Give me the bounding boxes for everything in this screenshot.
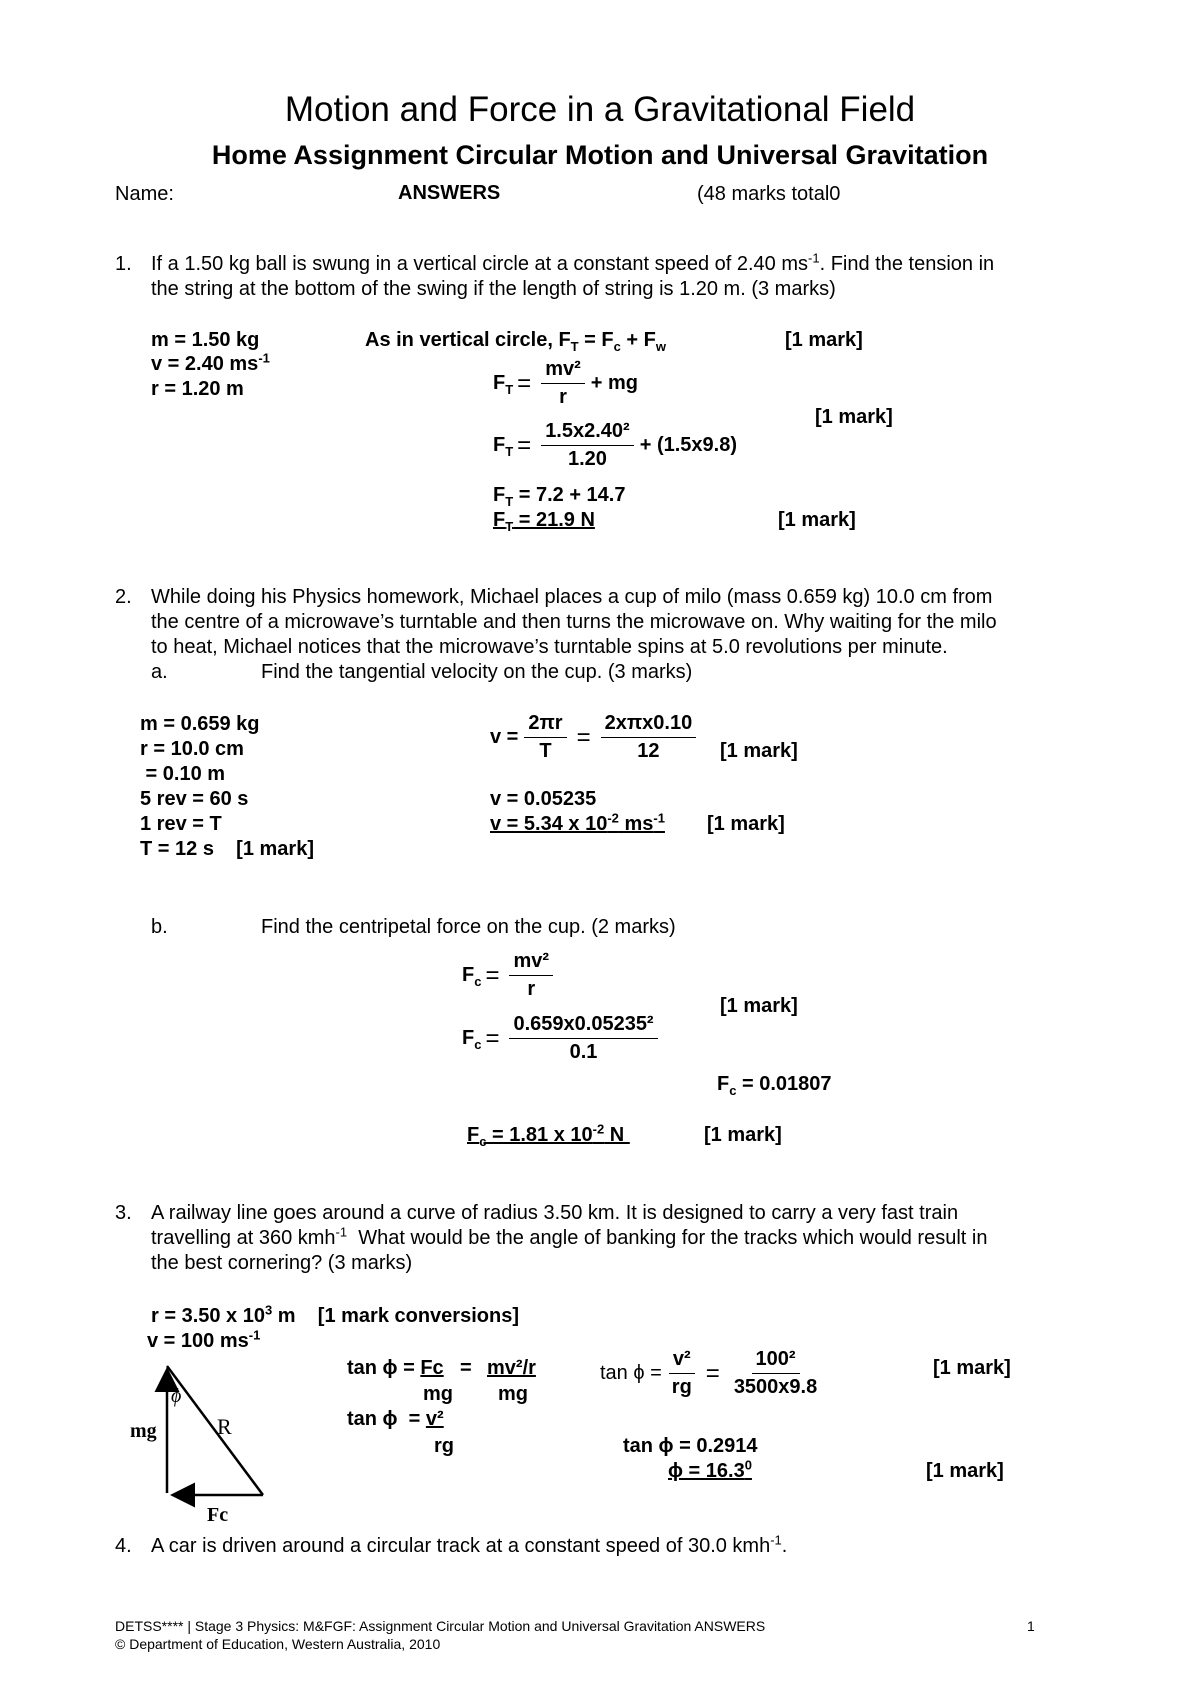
q3-tan-value: tan ϕ = 0.2914 [623, 1435, 758, 1457]
q3-tan-2: tan ϕ = v² [347, 1408, 444, 1430]
footer-line1: DETSS**** | Stage 3 Physics: M&FGF: Assignment Circular Motion and Universal Gravitation ANSWERS [115, 1618, 766, 1634]
q3-tan-1-mg2: mg [498, 1383, 528, 1405]
q1-given-m: m = 1.50 kg [151, 329, 260, 351]
q2a-text: Find the tangential velocity on the cup. (3 marks) [261, 661, 693, 683]
q2-given-5: 1 rev = T [140, 813, 222, 835]
q3-tan-1-mv: mv²/r [487, 1357, 536, 1379]
r-label: R [217, 1414, 232, 1439]
q1-mark-1: [1 mark] [785, 329, 863, 351]
q1-given-v: v = 2.40 $ms^{-1}$ [151, 350, 270, 375]
q1-intro: As in vertical circle, $F_T = F_c + F_w$ [365, 329, 666, 354]
q2-velocity-formula: v = $\frac{2\pi r}{T}$ = 2xπx0.10 12 [490, 712, 702, 763]
q3-mark-1: [1 mark] [933, 1357, 1011, 1379]
q3-tan-1-mg1: mg [423, 1383, 453, 1405]
q1-text-line1: If a 1.50 kg ball is swung in a vertical circle at a constant speed of 2.40 $ms^{-1}$. Find the tension in [151, 250, 995, 275]
q2b-formula-2: $F_c$ = $\frac{\text{0.659x0.05235²}}{0.1}$ [462, 1013, 664, 1064]
q1-mark-3: [1 mark] [778, 509, 856, 531]
q2-text-line1: While doing his Physics homework, Michael places a cup of milo (mass 0.659 kg) 10.0 cm from [151, 586, 993, 608]
q3-mark-2: [1 mark] [926, 1460, 1004, 1482]
q1-formula-1: $F_T$ = $\frac{\text{mv²}}{r}$ + mg [493, 358, 639, 408]
page-subtitle: Home Assignment Circular Motion and Universal Gravitation [211, 140, 989, 170]
q1-answer: $F_T = 21.9$ N [493, 509, 595, 534]
r-line [167, 1366, 263, 1495]
q2b-mark-1: [1 mark] [720, 995, 798, 1017]
q2b-value: $F_c = 0.01807$ [717, 1073, 832, 1098]
q4-text: A car is driven around a circular track at a constant speed of 30.0 kmh$^{-1}$. [151, 1532, 788, 1557]
q3-tan-2-den: rg [434, 1435, 454, 1457]
q3-given-r: r = 3.50 x $10^3$ m [1 mark conversions] [151, 1302, 519, 1327]
q3-tan-3: tan ϕ = $\frac{\text{v²}}{rg}$ = $\frac{\text{100²}}{3500x9.8}$ [600, 1348, 818, 1398]
q3-tan-1-eq: = [460, 1357, 472, 1379]
q2-given-3: = 0.10 m [140, 763, 226, 785]
q3-number: 3. [115, 1202, 132, 1224]
q2b-label: b. [151, 916, 168, 938]
q3-text-line2: travelling at 360 kmh$^{-1}$ What would be the angle of banking for the tracks which would result in [151, 1224, 988, 1249]
footer-page-number: 1 [1027, 1618, 1035, 1634]
q1-number: 1. [115, 253, 132, 275]
q2-given-4: 5 rev = 60 s [140, 788, 249, 810]
footer-line2: © Department of Education, Western Australia, 2010 [115, 1636, 441, 1652]
q2a-mark-2: [1 mark] [707, 813, 785, 835]
q2-number: 2. [115, 586, 132, 608]
q2-given-1: m = 0.659 kg [140, 713, 260, 735]
q3-text-line3: the best cornering? (3 marks) [151, 1252, 413, 1274]
q2a-mark-1: [1 mark] [720, 740, 798, 762]
name-value: ANSWERS [398, 182, 501, 204]
name-label: Name: [115, 183, 174, 205]
force-triangle-diagram [125, 1358, 280, 1528]
q2-text-line3: to heat, Michael notices that the microwave’s turntable spins at 5.0 revolutions per minute. [151, 636, 948, 658]
q1-text-line2: the string at the bottom of the swing if the length of string is 1.20 m. (3 marks) [151, 278, 836, 300]
q2-given-6: T = 12 s [1 mark] [140, 838, 314, 860]
q2-given-2: r = 10.0 cm [140, 738, 244, 760]
q2b-text: Find the centripetal force on the cup. (2 marks) [261, 916, 676, 938]
phi-label: ϕ [171, 1385, 182, 1407]
q2a-label: a. [151, 661, 168, 683]
q1-given-r: r = 1.20 m [151, 378, 244, 400]
q2b-mark-2: [1 mark] [704, 1124, 782, 1146]
q4-number: 4. [115, 1535, 132, 1557]
page-title: Motion and Force in a Gravitational Field [284, 90, 916, 129]
q1-formula-2: $F_T$ = $\frac{\text{1.5x2.40²}}{1.20}$ + (1.5x9.8) [493, 420, 737, 470]
q1-line3: $F_T = 7.2 + 14.7$ [493, 484, 626, 509]
q2a-value: v = 0.05235 [490, 788, 597, 810]
q3-tan-1: tan ϕ = Fc [347, 1357, 444, 1379]
total-marks: (48 marks total0 [697, 183, 841, 205]
fc-label: Fc [207, 1504, 229, 1526]
q2b-formula-1: $F_c$ = $\frac{\text{mv²}}{r}$ [462, 950, 559, 1001]
q2-text-line2: the centre of a microwave’s turntable and then turns the microwave on. Why waiting for the milo [151, 611, 997, 633]
mg-label: mg [130, 1420, 157, 1442]
q3-text-line1: A railway line goes around a curve of radius 3.50 km. It is designed to carry a very fast train [151, 1202, 959, 1224]
q2a-answer: v = 5.34 x $10^{-2}$ $ms^{-1}$ [490, 810, 665, 835]
q3-phi-answer: $\phi = 16.3^0$ [668, 1457, 752, 1482]
q2b-answer: $F_c = 1.81$ x $10^{-2}$ N [467, 1121, 630, 1149]
q1-mark-2: [1 mark] [815, 406, 893, 428]
q3-given-v: v = 100 $ms^{-1}$ [147, 1327, 261, 1352]
